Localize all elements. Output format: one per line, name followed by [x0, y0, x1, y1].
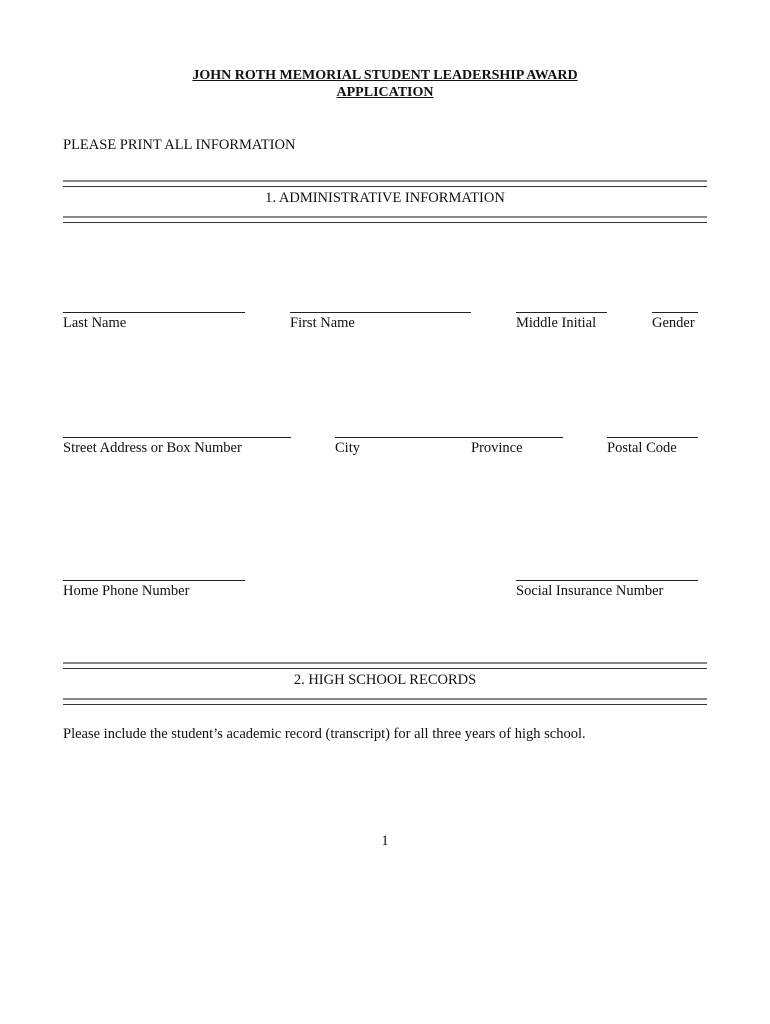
gender-field[interactable]	[652, 312, 698, 313]
form-title-line-1: JOHN ROTH MEMORIAL STUDENT LEADERSHIP AWARD	[192, 68, 578, 83]
section-1-top-rule-inner	[63, 186, 707, 187]
section-1-bottom-rule-outer	[63, 216, 707, 218]
last-name-field[interactable]	[63, 312, 245, 313]
postal-code-field[interactable]	[607, 437, 698, 438]
gender-label: Gender	[652, 315, 695, 331]
section-1-bottom-rule-inner	[63, 222, 707, 223]
first-name-label: First Name	[290, 315, 355, 331]
transcript-note: Please include the student’s academic record (transcript) for all three years of high school.	[63, 726, 586, 742]
social-insurance-number-label: Social Insurance Number	[516, 583, 664, 599]
section-2-heading: 2. HIGH SCHOOL RECORDS	[293, 672, 477, 688]
section-2-top-rule-inner	[63, 668, 707, 669]
middle-initial-label: Middle Initial	[516, 315, 597, 331]
middle-initial-field[interactable]	[516, 312, 607, 313]
print-instruction: PLEASE PRINT ALL INFORMATION	[63, 137, 296, 153]
first-name-field[interactable]	[290, 312, 471, 313]
page-number: 1	[381, 833, 389, 849]
home-phone-field[interactable]	[63, 580, 245, 581]
form-title-line-2: APPLICATION	[336, 85, 434, 100]
home-phone-label: Home Phone Number	[63, 583, 190, 599]
province-label: Province	[471, 440, 523, 456]
section-1-heading: 1. ADMINISTRATIVE INFORMATION	[265, 190, 505, 206]
section-2-top-rule-outer	[63, 662, 707, 664]
postal-code-label: Postal Code	[607, 440, 677, 456]
section-2-bottom-rule-inner	[63, 704, 707, 705]
section-2-bottom-rule-outer	[63, 698, 707, 700]
city-label: City	[335, 440, 360, 456]
city-province-field[interactable]	[335, 437, 563, 438]
street-address-label: Street Address or Box Number	[63, 440, 242, 456]
street-address-field[interactable]	[63, 437, 291, 438]
section-1-top-rule-outer	[63, 180, 707, 182]
social-insurance-number-field[interactable]	[516, 580, 698, 581]
last-name-label: Last Name	[63, 315, 127, 331]
